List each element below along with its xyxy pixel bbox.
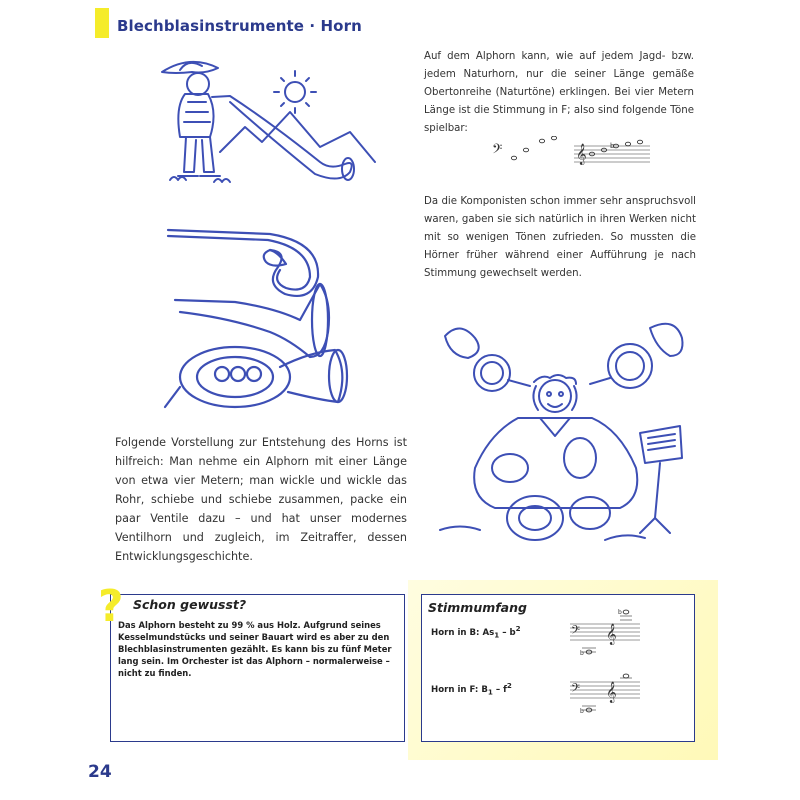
svg-text:𝄢: 𝄢 bbox=[571, 624, 581, 640]
question-mark-icon: ? bbox=[98, 581, 124, 632]
range-label-horn-b-low-sub: 1 bbox=[494, 630, 500, 640]
range-label-horn-b-mid: – b bbox=[499, 627, 516, 638]
svg-text:b: b bbox=[610, 142, 615, 150]
paragraph-alphorn: Auf dem Alphorn kann, wie auf jedem Jagd- bzw. jedem Naturhorn, nur die seiner Länge gemäße Obertonreihe (Naturtöne) erklingen. Bei vier Metern Länge ist die Stimmung in F; also sind folgende Töne spielbar: bbox=[424, 51, 694, 134]
svg-text:b: b bbox=[580, 650, 584, 657]
range-label-horn-f-mid: – f bbox=[492, 684, 507, 695]
svg-text:b: b bbox=[618, 609, 622, 616]
horn-player-illustration bbox=[430, 318, 695, 550]
svg-text:𝄞: 𝄞 bbox=[606, 682, 617, 703]
page-number: 24 bbox=[88, 762, 112, 782]
range-label-horn-b-name: Horn in B: As bbox=[431, 627, 495, 638]
svg-text:𝄞: 𝄞 bbox=[576, 144, 587, 165]
natural-tones-notation bbox=[492, 136, 652, 168]
range-label-horn-f bbox=[431, 681, 512, 697]
paragraph-komponisten: Da die Komponisten schon immer sehr anspruchsvoll waren, gaben sie sich natürlich in ihren Werken nicht mit so wenigen Tönen zufrieden. So mussten die Hörner früher während einer Aufführung je nach Stimmung gewechselt werden. bbox=[424, 196, 696, 279]
range-box-stimmumfang bbox=[421, 594, 695, 742]
chapter-title: Blechblasinstrumente · Horn bbox=[117, 17, 362, 35]
svg-text:𝄞: 𝄞 bbox=[606, 624, 617, 645]
range-label-horn-f-high-sup: 2 bbox=[506, 681, 512, 690]
alphorn-player-illustration bbox=[150, 52, 380, 202]
svg-text:𝄢: 𝄢 bbox=[492, 141, 503, 160]
svg-text:b: b bbox=[580, 708, 584, 715]
range-box-title: Stimmumfang bbox=[428, 600, 527, 615]
info-box-title: Schon gewusst? bbox=[133, 597, 247, 612]
range-label-horn-b bbox=[431, 624, 521, 640]
range-notation-horn-f bbox=[570, 664, 642, 716]
range-label-horn-b-high-sup: 2 bbox=[515, 624, 521, 633]
horn-evolution-illustration bbox=[160, 222, 375, 427]
paragraph-vorstellung: Folgende Vorstellung zur Entstehung des Horns ist hilfreich: Man nehme ein Alphorn mit einer Länge von etwa vier Metern; man wickle und wickle das Rohr, schiebe und schiebe zusammen, packe ein paar Ventile dazu – und hat unser modernes Ventilhorn und zugleich, im Zeitraffer, dessen Entwicklungsgeschichte. bbox=[115, 436, 407, 563]
range-notation-horn-b bbox=[570, 606, 642, 658]
range-label-horn-f-low-sub: 1 bbox=[487, 687, 493, 697]
range-label-horn-f-name: Horn in F: B bbox=[431, 684, 488, 695]
svg-text:𝄢: 𝄢 bbox=[571, 682, 581, 698]
header-accent-square bbox=[95, 8, 109, 38]
info-box-text: Das Alphorn besteht zu 99 % aus Holz. Aufgrund seines Kesselmundstücks und seiner Bauart wird es aber zu den Blechblasinstrumenten gezählt. Es kann bis zu fünf Meter lang sein. Im Orchester ist das Alphorn – normalerweise – nicht zu finden. bbox=[118, 620, 392, 678]
